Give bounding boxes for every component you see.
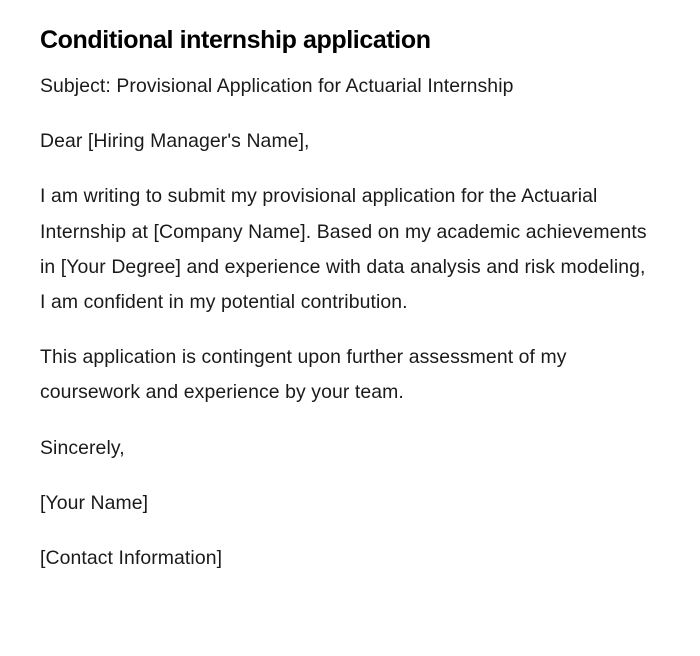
closing: Sincerely,: [40, 436, 125, 459]
signature-name: [Your Name]: [40, 491, 149, 514]
body-paragraph-2: This application is contingent upon further assessment of my coursework and experience by your team.: [40, 346, 567, 404]
document-title: Conditional internship application: [40, 26, 431, 54]
contact-information: [Contact Information]: [40, 547, 223, 570]
subject-line: Subject: Provisional Application for Actuarial Internship: [40, 75, 514, 97]
letter-document: [40, 22, 650, 576]
greeting: Dear [Hiring Manager's Name],: [40, 130, 310, 153]
body-paragraph-1: I am writing to submit my provisional application for the Actuarial Internship at [Company Name]. Based on my academic achievements in [Your Degree] and experience with data analysis and risk modeling, I am confident in my potential contribution.: [40, 185, 647, 314]
